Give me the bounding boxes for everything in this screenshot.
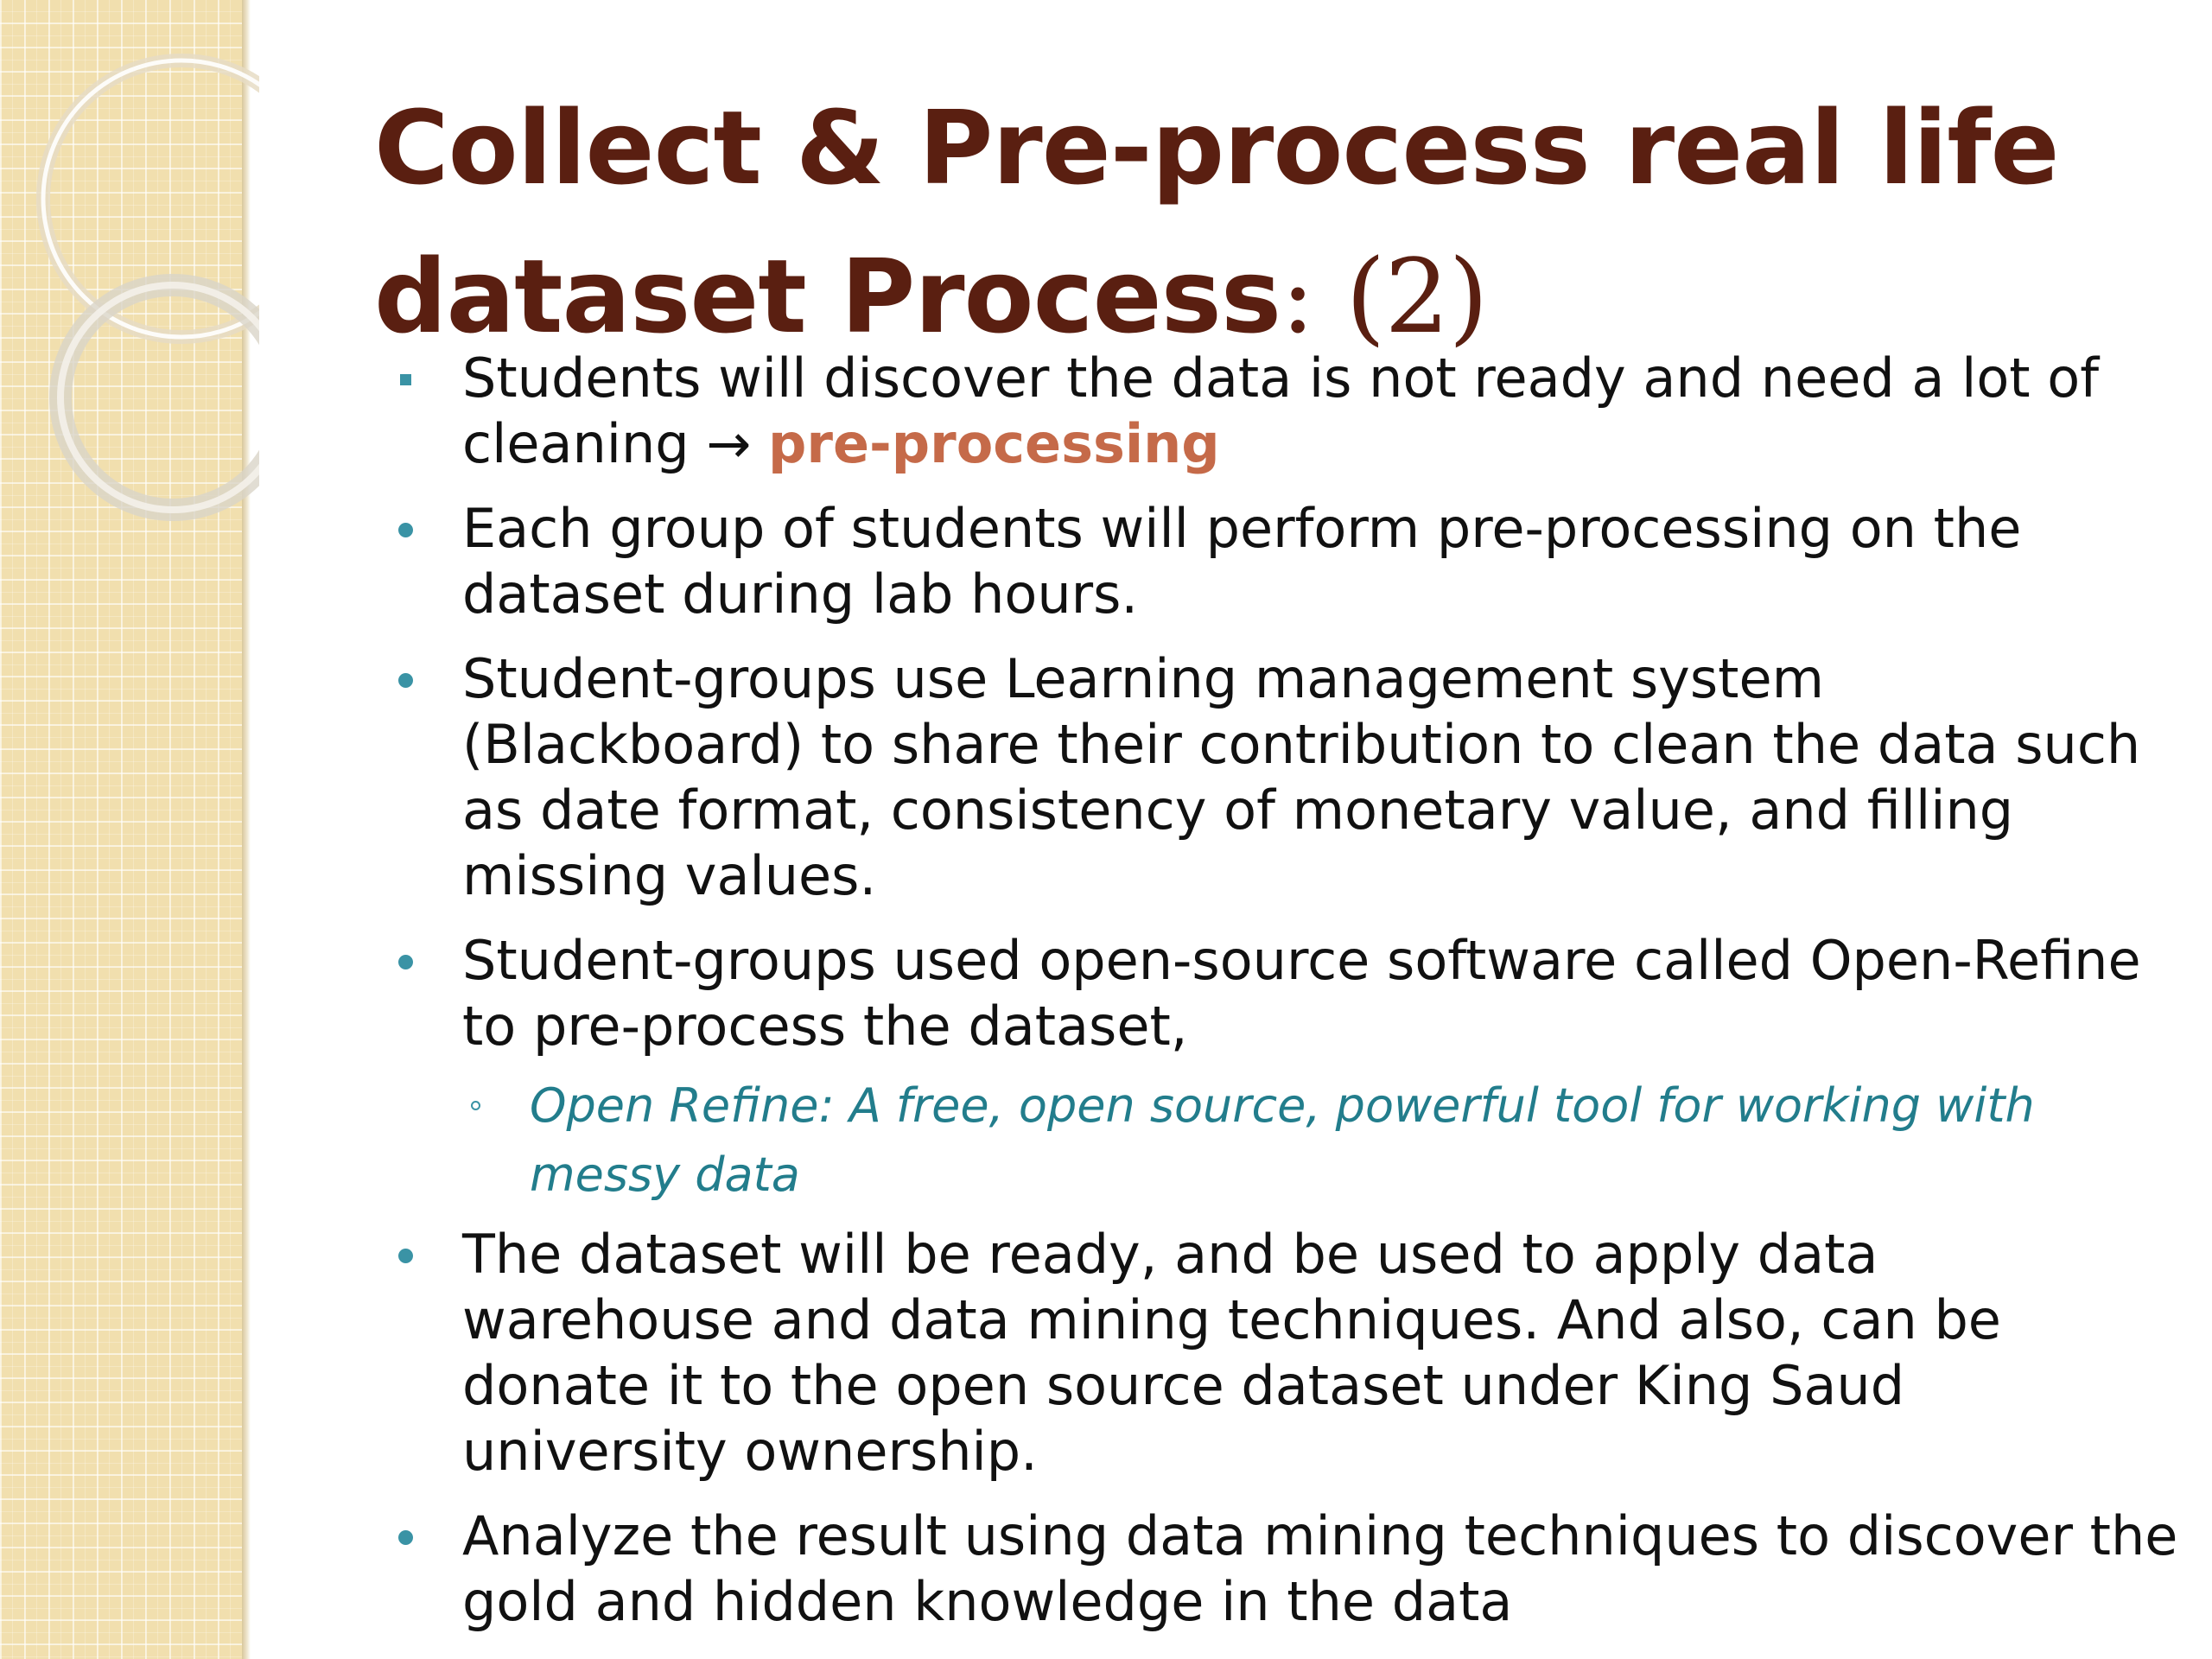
bullet-item (374, 496, 2180, 627)
bullet-item (374, 346, 2180, 477)
title-main: Collect & Pre-process real life dataset Process (374, 88, 2059, 356)
dot-bullet-icon (398, 1530, 413, 1545)
bullet-text: Analyze the result using data mining techniques to discover the gold and hidden knowledge in the data (462, 1504, 2178, 1633)
bullet-text: Student-groups use Learning management system (Blackboard) to share their contribution to clean the data such as date format, consistency of monetary value, and filling missing values. (462, 647, 2141, 907)
dot-bullet-icon (398, 523, 413, 537)
title-suffix: : (2) (1281, 237, 1488, 356)
bullet-list (374, 346, 2180, 1654)
bullet-item (374, 1503, 2180, 1635)
decorative-rings-icon (0, 0, 259, 553)
sub-bullet-item (374, 1071, 2180, 1210)
arrow-icon: → (706, 412, 752, 475)
bullet-item (374, 1222, 2180, 1484)
bullet-text: Each group of students will perform pre-processing on the dataset during lab hours. (462, 497, 2022, 626)
hollow-circle-bullet-icon (471, 1101, 480, 1110)
dot-bullet-icon (398, 955, 413, 969)
dot-bullet-icon (398, 1249, 413, 1263)
dot-bullet-icon (398, 673, 413, 688)
sub-bullet-text: Open Refine: A free, open source, powerful tool for working with messy data (530, 1078, 2035, 1202)
square-bullet-icon (400, 374, 411, 385)
bullet-item (374, 928, 2180, 1059)
bullet-text: Student-groups used open-source software called Open-Refine to pre-process the dataset, (462, 929, 2141, 1058)
bullet-text: Students will discover the data is not ready and need a lot of cleaning (462, 346, 2100, 475)
highlight-text: pre-processing (768, 412, 1220, 475)
bullet-text: The dataset will be ready, and be used to apply data warehouse and data mining techniques. And also, can be donate it to the open source dataset under King Saud university ownership. (462, 1223, 2001, 1483)
slide-title (374, 73, 2154, 371)
bullet-item (374, 646, 2180, 909)
